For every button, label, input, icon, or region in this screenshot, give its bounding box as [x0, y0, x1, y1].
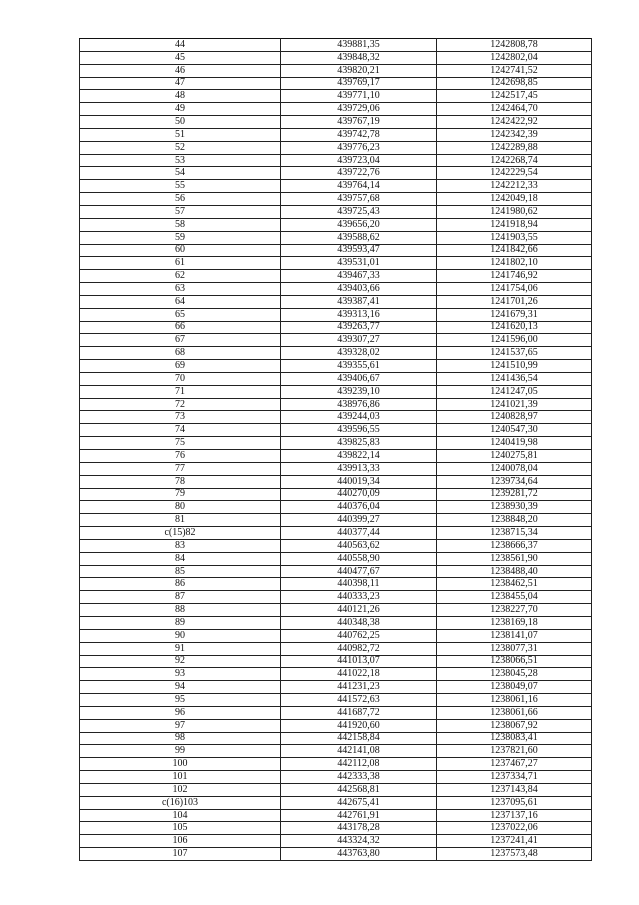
x-coordinate-cell: 441572,63 [281, 694, 437, 707]
table-row [80, 64, 592, 77]
table-row [80, 809, 592, 822]
x-coordinate-cell: 439531,01 [281, 257, 437, 270]
x-coordinate-cell: 442158,84 [281, 732, 437, 745]
y-coordinate-cell: 1240275,81 [437, 450, 592, 463]
table-row [80, 321, 592, 334]
x-coordinate-cell: 440399,27 [281, 514, 437, 527]
x-coordinate-cell: 440121,26 [281, 604, 437, 617]
table-row [80, 475, 592, 488]
point-number-cell: 89 [80, 616, 281, 629]
point-number-cell: 75 [80, 437, 281, 450]
x-coordinate-cell: 439307,27 [281, 334, 437, 347]
y-coordinate-cell: 1238715,34 [437, 527, 592, 540]
x-coordinate-cell: 439848,32 [281, 51, 437, 64]
x-coordinate-cell: 439769,17 [281, 77, 437, 90]
table-row [80, 591, 592, 604]
x-coordinate-cell: 439820,21 [281, 64, 437, 77]
y-coordinate-cell: 1241679,31 [437, 308, 592, 321]
table-row [80, 681, 592, 694]
point-number-cell: 62 [80, 270, 281, 283]
point-number-cell: 101 [80, 771, 281, 784]
point-number-cell: 91 [80, 642, 281, 655]
table-row [80, 616, 592, 629]
x-coordinate-cell: 440398,11 [281, 578, 437, 591]
y-coordinate-cell: 1239734,64 [437, 475, 592, 488]
y-coordinate-cell: 1242268,74 [437, 154, 592, 167]
x-coordinate-cell: 439403,66 [281, 283, 437, 296]
point-number-cell: 76 [80, 450, 281, 463]
point-number-cell: 46 [80, 64, 281, 77]
table-row [80, 334, 592, 347]
x-coordinate-cell: 439722,76 [281, 167, 437, 180]
table-row [80, 655, 592, 668]
x-coordinate-cell: 440019,34 [281, 475, 437, 488]
x-coordinate-cell: 440558,90 [281, 552, 437, 565]
table-row [80, 642, 592, 655]
table-row [80, 822, 592, 835]
y-coordinate-cell: 1237095,61 [437, 796, 592, 809]
point-number-cell: 59 [80, 231, 281, 244]
table-row [80, 141, 592, 154]
table-row [80, 668, 592, 681]
point-number-cell: 73 [80, 411, 281, 424]
table-row [80, 218, 592, 231]
y-coordinate-cell: 1241510,99 [437, 360, 592, 373]
y-coordinate-cell: 1241842,66 [437, 244, 592, 257]
table-row [80, 347, 592, 360]
point-number-cell: 49 [80, 103, 281, 116]
table-row [80, 706, 592, 719]
point-number-cell: 80 [80, 501, 281, 514]
point-number-cell: 105 [80, 822, 281, 835]
x-coordinate-cell: 441920,60 [281, 719, 437, 732]
point-number-cell: 86 [80, 578, 281, 591]
x-coordinate-cell: 442568,81 [281, 783, 437, 796]
y-coordinate-cell: 1237467,27 [437, 758, 592, 771]
point-number-cell: 52 [80, 141, 281, 154]
y-coordinate-cell: 1238083,41 [437, 732, 592, 745]
x-coordinate-cell: 443763,80 [281, 848, 437, 861]
x-coordinate-cell: 440982,72 [281, 642, 437, 655]
x-coordinate-cell: 439742,78 [281, 128, 437, 141]
point-number-cell: 88 [80, 604, 281, 617]
y-coordinate-cell: 1238666,37 [437, 539, 592, 552]
y-coordinate-cell: 1240547,30 [437, 424, 592, 437]
y-coordinate-cell: 1237573,48 [437, 848, 592, 861]
x-coordinate-cell: 440270,09 [281, 488, 437, 501]
table-row [80, 154, 592, 167]
point-number-cell: с(16)103 [80, 796, 281, 809]
point-number-cell: 104 [80, 809, 281, 822]
point-number-cell: 92 [80, 655, 281, 668]
table-row [80, 462, 592, 475]
y-coordinate-cell: 1241802,10 [437, 257, 592, 270]
y-coordinate-cell: 1241701,26 [437, 295, 592, 308]
x-coordinate-cell: 439825,83 [281, 437, 437, 450]
table-row [80, 77, 592, 90]
x-coordinate-cell: 442761,91 [281, 809, 437, 822]
y-coordinate-cell: 1238067,92 [437, 719, 592, 732]
y-coordinate-cell: 1242422,92 [437, 116, 592, 129]
y-coordinate-cell: 1241247,05 [437, 385, 592, 398]
point-number-cell: 54 [80, 167, 281, 180]
point-number-cell: 56 [80, 193, 281, 206]
table-row [80, 424, 592, 437]
y-coordinate-cell: 1238077,31 [437, 642, 592, 655]
point-number-cell: 74 [80, 424, 281, 437]
coordinates-table-body [80, 39, 592, 861]
y-coordinate-cell: 1237241,41 [437, 835, 592, 848]
point-number-cell: 47 [80, 77, 281, 90]
point-number-cell: 99 [80, 745, 281, 758]
x-coordinate-cell: 440563,62 [281, 539, 437, 552]
y-coordinate-cell: 1238462,51 [437, 578, 592, 591]
y-coordinate-cell: 1238061,66 [437, 706, 592, 719]
point-number-cell: 67 [80, 334, 281, 347]
table-row [80, 167, 592, 180]
y-coordinate-cell: 1242808,78 [437, 39, 592, 52]
point-number-cell: 51 [80, 128, 281, 141]
x-coordinate-cell: 440348,38 [281, 616, 437, 629]
x-coordinate-cell: 442112,08 [281, 758, 437, 771]
point-number-cell: 48 [80, 90, 281, 103]
point-number-cell: 60 [80, 244, 281, 257]
table-row [80, 283, 592, 296]
point-number-cell: 61 [80, 257, 281, 270]
y-coordinate-cell: 1242212,33 [437, 180, 592, 193]
point-number-cell: 84 [80, 552, 281, 565]
y-coordinate-cell: 1238561,90 [437, 552, 592, 565]
table-row [80, 39, 592, 52]
y-coordinate-cell: 1238141,07 [437, 629, 592, 642]
table-row [80, 270, 592, 283]
x-coordinate-cell: 439313,16 [281, 308, 437, 321]
x-coordinate-cell: 439881,35 [281, 39, 437, 52]
y-coordinate-cell: 1241980,62 [437, 205, 592, 218]
point-number-cell: 69 [80, 360, 281, 373]
y-coordinate-cell: 1241746,92 [437, 270, 592, 283]
y-coordinate-cell: 1242049,18 [437, 193, 592, 206]
point-number-cell: 57 [80, 205, 281, 218]
y-coordinate-cell: 1237334,71 [437, 771, 592, 784]
point-number-cell: 83 [80, 539, 281, 552]
point-number-cell: 87 [80, 591, 281, 604]
y-coordinate-cell: 1240828,97 [437, 411, 592, 424]
point-number-cell: 81 [80, 514, 281, 527]
table-row [80, 629, 592, 642]
y-coordinate-cell: 1242802,04 [437, 51, 592, 64]
table-row [80, 193, 592, 206]
x-coordinate-cell: 441687,72 [281, 706, 437, 719]
point-number-cell: 55 [80, 180, 281, 193]
point-number-cell: 77 [80, 462, 281, 475]
y-coordinate-cell: 1238049,07 [437, 681, 592, 694]
y-coordinate-cell: 1241903,55 [437, 231, 592, 244]
x-coordinate-cell: 439723,04 [281, 154, 437, 167]
y-coordinate-cell: 1242342,39 [437, 128, 592, 141]
table-row [80, 848, 592, 861]
point-number-cell: 68 [80, 347, 281, 360]
x-coordinate-cell: 440333,23 [281, 591, 437, 604]
table-row [80, 411, 592, 424]
x-coordinate-cell: 440762,25 [281, 629, 437, 642]
point-number-cell: 96 [80, 706, 281, 719]
x-coordinate-cell: 438976,86 [281, 398, 437, 411]
x-coordinate-cell: 439757,68 [281, 193, 437, 206]
point-number-cell: 98 [80, 732, 281, 745]
x-coordinate-cell: 439764,14 [281, 180, 437, 193]
y-coordinate-cell: 1238930,39 [437, 501, 592, 514]
x-coordinate-cell: 439263,77 [281, 321, 437, 334]
x-coordinate-cell: 443178,28 [281, 822, 437, 835]
table-row [80, 527, 592, 540]
x-coordinate-cell: 443324,32 [281, 835, 437, 848]
y-coordinate-cell: 1237137,16 [437, 809, 592, 822]
table-row [80, 488, 592, 501]
point-number-cell: 66 [80, 321, 281, 334]
point-number-cell: 71 [80, 385, 281, 398]
table-row [80, 501, 592, 514]
point-number-cell: 90 [80, 629, 281, 642]
point-number-cell: 64 [80, 295, 281, 308]
x-coordinate-cell: 439767,19 [281, 116, 437, 129]
point-number-cell: 95 [80, 694, 281, 707]
point-number-cell: 94 [80, 681, 281, 694]
x-coordinate-cell: 439328,02 [281, 347, 437, 360]
table-row [80, 450, 592, 463]
x-coordinate-cell: 441013,07 [281, 655, 437, 668]
x-coordinate-cell: 442675,41 [281, 796, 437, 809]
x-coordinate-cell: 439729,06 [281, 103, 437, 116]
table-row [80, 398, 592, 411]
x-coordinate-cell: 439725,43 [281, 205, 437, 218]
y-coordinate-cell: 1242289,88 [437, 141, 592, 154]
point-number-cell: 53 [80, 154, 281, 167]
y-coordinate-cell: 1240078,04 [437, 462, 592, 475]
x-coordinate-cell: 439406,67 [281, 372, 437, 385]
y-coordinate-cell: 1237821,60 [437, 745, 592, 758]
table-row [80, 565, 592, 578]
table-row [80, 51, 592, 64]
table-row [80, 771, 592, 784]
point-number-cell: 63 [80, 283, 281, 296]
y-coordinate-cell: 1241620,13 [437, 321, 592, 334]
y-coordinate-cell: 1242517,45 [437, 90, 592, 103]
x-coordinate-cell: 440376,04 [281, 501, 437, 514]
x-coordinate-cell: 439244,03 [281, 411, 437, 424]
y-coordinate-cell: 1241537,65 [437, 347, 592, 360]
table-row [80, 578, 592, 591]
point-number-cell: 102 [80, 783, 281, 796]
x-coordinate-cell: 440377,44 [281, 527, 437, 540]
x-coordinate-cell: 439771,10 [281, 90, 437, 103]
x-coordinate-cell: 439387,41 [281, 295, 437, 308]
table-row [80, 308, 592, 321]
x-coordinate-cell: 439467,33 [281, 270, 437, 283]
table-row [80, 796, 592, 809]
y-coordinate-cell: 1241754,06 [437, 283, 592, 296]
table-row [80, 552, 592, 565]
x-coordinate-cell: 441022,18 [281, 668, 437, 681]
point-number-cell: 85 [80, 565, 281, 578]
point-number-cell: 50 [80, 116, 281, 129]
x-coordinate-cell: 439596,55 [281, 424, 437, 437]
table-row [80, 604, 592, 617]
y-coordinate-cell: 1242229,54 [437, 167, 592, 180]
x-coordinate-cell: 439588,62 [281, 231, 437, 244]
point-number-cell: 79 [80, 488, 281, 501]
table-row [80, 835, 592, 848]
table-row [80, 539, 592, 552]
y-coordinate-cell: 1241436,54 [437, 372, 592, 385]
point-number-cell: 97 [80, 719, 281, 732]
y-coordinate-cell: 1238455,04 [437, 591, 592, 604]
point-number-cell: 93 [80, 668, 281, 681]
point-number-cell: 44 [80, 39, 281, 52]
y-coordinate-cell: 1237143,84 [437, 783, 592, 796]
y-coordinate-cell: 1238045,28 [437, 668, 592, 681]
table-row [80, 244, 592, 257]
y-coordinate-cell: 1237022,06 [437, 822, 592, 835]
y-coordinate-cell: 1238061,16 [437, 694, 592, 707]
table-row [80, 719, 592, 732]
table-row [80, 514, 592, 527]
table-row [80, 758, 592, 771]
point-number-cell: 107 [80, 848, 281, 861]
point-number-cell: 106 [80, 835, 281, 848]
point-number-cell: 45 [80, 51, 281, 64]
y-coordinate-cell: 1242464,70 [437, 103, 592, 116]
table-row [80, 783, 592, 796]
x-coordinate-cell: 439656,20 [281, 218, 437, 231]
x-coordinate-cell: 440477,67 [281, 565, 437, 578]
table-row [80, 694, 592, 707]
table-row [80, 745, 592, 758]
x-coordinate-cell: 439239,10 [281, 385, 437, 398]
table-row [80, 372, 592, 385]
table-row [80, 180, 592, 193]
x-coordinate-cell: 442141,08 [281, 745, 437, 758]
point-number-cell: с(15)82 [80, 527, 281, 540]
table-row [80, 437, 592, 450]
table-row [80, 205, 592, 218]
point-number-cell: 65 [80, 308, 281, 321]
y-coordinate-cell: 1241021,39 [437, 398, 592, 411]
point-number-cell: 78 [80, 475, 281, 488]
x-coordinate-cell: 442333,38 [281, 771, 437, 784]
table-row [80, 257, 592, 270]
x-coordinate-cell: 439776,23 [281, 141, 437, 154]
table-row [80, 128, 592, 141]
y-coordinate-cell: 1241596,00 [437, 334, 592, 347]
table-row [80, 116, 592, 129]
table-row [80, 385, 592, 398]
x-coordinate-cell: 439355,61 [281, 360, 437, 373]
point-number-cell: 72 [80, 398, 281, 411]
y-coordinate-cell: 1240419,98 [437, 437, 592, 450]
coordinates-table [79, 38, 592, 861]
point-number-cell: 100 [80, 758, 281, 771]
y-coordinate-cell: 1238169,18 [437, 616, 592, 629]
y-coordinate-cell: 1238066,51 [437, 655, 592, 668]
point-number-cell: 70 [80, 372, 281, 385]
y-coordinate-cell: 1241918,94 [437, 218, 592, 231]
y-coordinate-cell: 1242698,85 [437, 77, 592, 90]
x-coordinate-cell: 439822,14 [281, 450, 437, 463]
y-coordinate-cell: 1239281,72 [437, 488, 592, 501]
y-coordinate-cell: 1238488,40 [437, 565, 592, 578]
y-coordinate-cell: 1238848,20 [437, 514, 592, 527]
table-row [80, 231, 592, 244]
y-coordinate-cell: 1238227,70 [437, 604, 592, 617]
table-row [80, 732, 592, 745]
x-coordinate-cell: 441231,23 [281, 681, 437, 694]
x-coordinate-cell: 439913,33 [281, 462, 437, 475]
table-row [80, 295, 592, 308]
table-row [80, 103, 592, 116]
point-number-cell: 58 [80, 218, 281, 231]
table-row [80, 90, 592, 103]
x-coordinate-cell: 439593,47 [281, 244, 437, 257]
table-row [80, 360, 592, 373]
y-coordinate-cell: 1242741,52 [437, 64, 592, 77]
